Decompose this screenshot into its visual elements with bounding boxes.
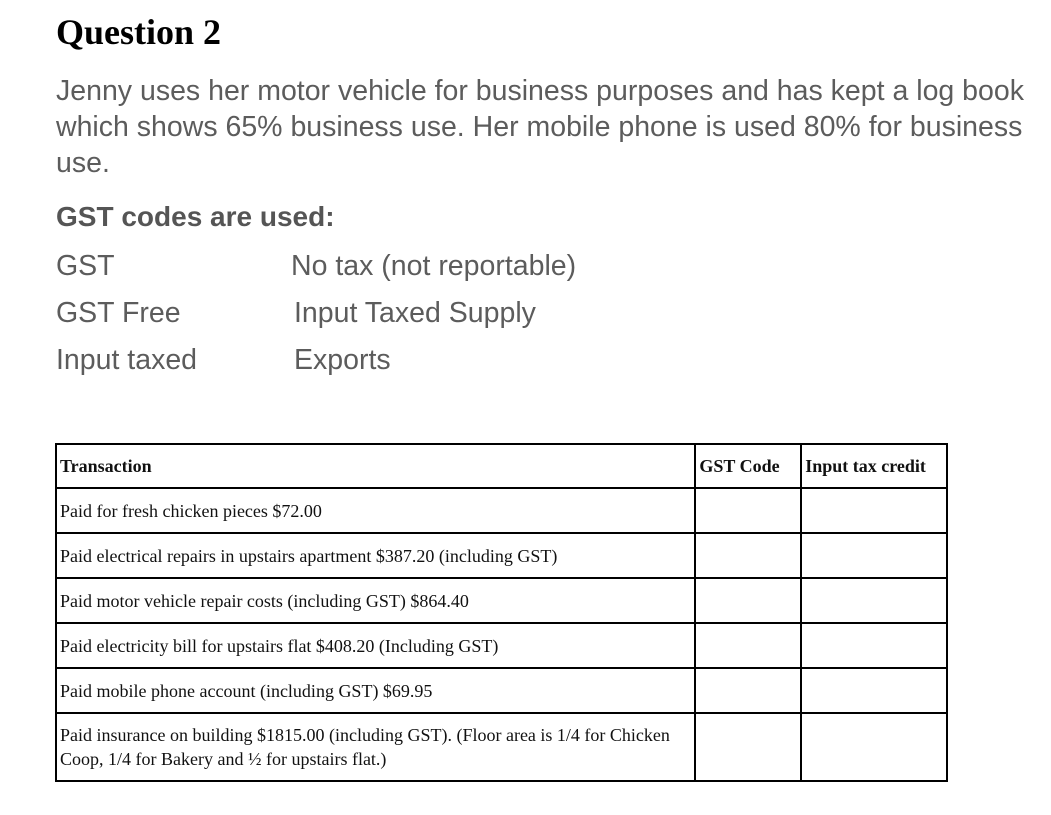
input-tax-credit-cell[interactable] — [801, 488, 947, 533]
table-row — [56, 713, 947, 781]
table-row — [56, 578, 947, 623]
header-transaction: Transaction — [56, 444, 695, 488]
header-input-tax-credit: Input tax credit — [801, 444, 947, 488]
gst-code-label: GST Free — [56, 297, 181, 329]
input-tax-credit-cell[interactable] — [801, 623, 947, 668]
gst-code-label: Exports — [294, 344, 391, 376]
gst-code-cell[interactable] — [695, 578, 801, 623]
gst-code-cell[interactable] — [695, 623, 801, 668]
gst-code-label: Input Taxed Supply — [294, 297, 536, 329]
table-row — [56, 668, 947, 713]
transaction-cell: Paid electricity bill for upstairs flat $408.20 (Including GST) — [56, 623, 695, 668]
question-intro: Jenny uses her motor vehicle for business purposes and has kept a log book which shows 65% business use. Her mobile phone is used 80% for business use. — [56, 75, 1024, 179]
gst-code-cell[interactable] — [695, 533, 801, 578]
gst-code-cell[interactable] — [695, 713, 801, 781]
gst-codes-heading: GST codes are used: — [56, 201, 335, 232]
transaction-cell: Paid for fresh chicken pieces $72.00 — [56, 488, 695, 533]
gst-code-label: Input taxed — [56, 344, 198, 376]
header-gst-code: GST Code — [695, 444, 801, 488]
table-row — [56, 488, 947, 533]
input-tax-credit-cell[interactable] — [801, 668, 947, 713]
transactions-table — [55, 443, 948, 782]
transaction-cell: Paid mobile phone account (including GST) $69.95 — [56, 668, 695, 713]
table-row — [56, 533, 947, 578]
table-row — [56, 623, 947, 668]
gst-code-label: No tax (not reportable) — [291, 250, 577, 282]
gst-code-label: GST — [56, 250, 115, 282]
transaction-cell: Paid motor vehicle repair costs (including GST) $864.40 — [56, 578, 695, 623]
gst-code-cell[interactable] — [695, 668, 801, 713]
table-header-row — [56, 444, 947, 488]
input-tax-credit-cell[interactable] — [801, 713, 947, 781]
gst-code-cell[interactable] — [695, 488, 801, 533]
input-tax-credit-cell[interactable] — [801, 533, 947, 578]
transaction-cell: Paid electrical repairs in upstairs apartment $387.20 (including GST) — [56, 533, 695, 578]
transaction-cell: Paid insurance on building $1815.00 (including GST). (Floor area is 1/4 for Chicken Coop, 1/4 for Bakery and ½ for upstairs flat.) — [56, 713, 695, 781]
question-title: Question 2 — [56, 12, 222, 52]
input-tax-credit-cell[interactable] — [801, 578, 947, 623]
